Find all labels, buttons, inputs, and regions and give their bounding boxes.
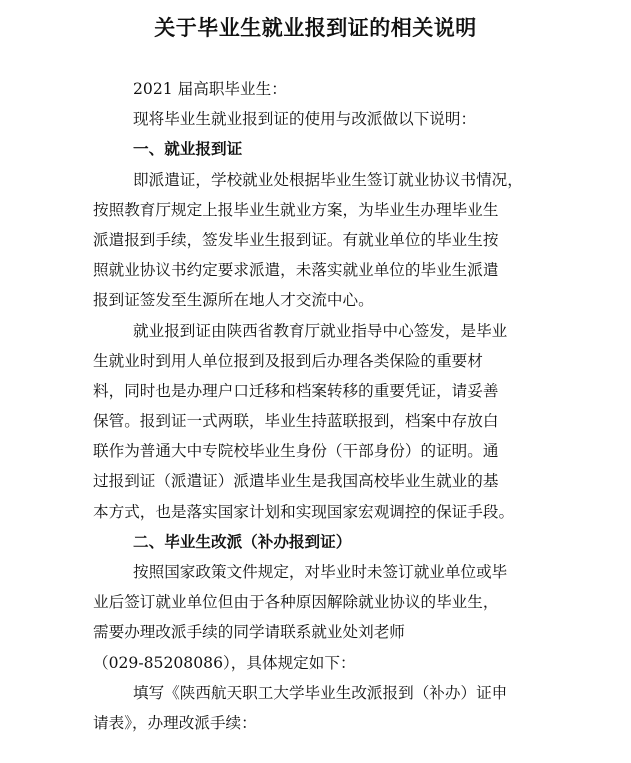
section-heading-2: 二、毕业生改派（补办报到证） xyxy=(133,532,352,551)
document-title: 关于毕业生就业报到证的相关说明 xyxy=(154,16,477,40)
paragraph-line: 照就业协议书约定要求派遣，未落实就业单位的毕业生派遣 xyxy=(93,261,499,280)
intro-paragraph: 现将毕业生就业报到证的使用与改派做以下说明： xyxy=(133,110,477,129)
paragraph-line: 按照国家政策文件规定，对毕业时未签订就业单位或毕 xyxy=(133,563,508,581)
paragraph-line: 业后签订就业单位但由于各种原因解除就业协议的毕业生， xyxy=(93,593,499,612)
paragraph-line: 按照教育厅规定上报毕业生就业方案，为毕业生办理毕业生 xyxy=(93,200,499,219)
paragraph-line: 保管。报到证一式两联，毕业生持蓝联报到，档案中存放白 xyxy=(93,412,499,431)
paragraph-line: 过报到证（派遣证）派遣毕业生是我国高校毕业生就业的基 xyxy=(93,472,499,491)
paragraph-line: 请表》，办理改派手续： xyxy=(93,713,257,732)
paragraph-line: （029-85208086），具体规定如下： xyxy=(93,653,356,672)
section-heading-1: 一、就业报到证 xyxy=(133,140,243,159)
paragraph-line: 填写《陕西航天职工大学毕业生改派报到（补办）证申 xyxy=(133,683,508,702)
paragraph-line: 联作为普通大中专院校毕业生身份（干部身份）的证明。通 xyxy=(93,442,499,461)
paragraph-line: 料，同时也是办理户口迁移和档案转移的重要凭证，请妥善 xyxy=(93,381,499,400)
paragraph-line: 就业报到证由陕西省教育厅就业指导中心签发，是毕业 xyxy=(133,321,508,340)
paragraph-line: 即派遣证，学校就业处根据毕业生签订就业协议书情况， xyxy=(133,170,523,189)
paragraph-line: 生就业时到用人单位报到及报到后办理各类保险的重要材 xyxy=(93,351,483,370)
salutation: 2021 届高职毕业生： xyxy=(133,80,287,98)
paragraph-line: 报到证签发至生源所在地人才交流中心。 xyxy=(93,291,374,310)
document-body xyxy=(93,74,563,738)
paragraph-line: 派遣报到手续，签发毕业生报到证。有就业单位的毕业生按 xyxy=(93,230,499,249)
paragraph-line: 本方式，也是落实国家计划和实现国家宏观调控的保证手段。 xyxy=(93,502,515,521)
paragraph-line: 需要办理改派手续的同学请联系就业处刘老师 xyxy=(93,623,405,642)
